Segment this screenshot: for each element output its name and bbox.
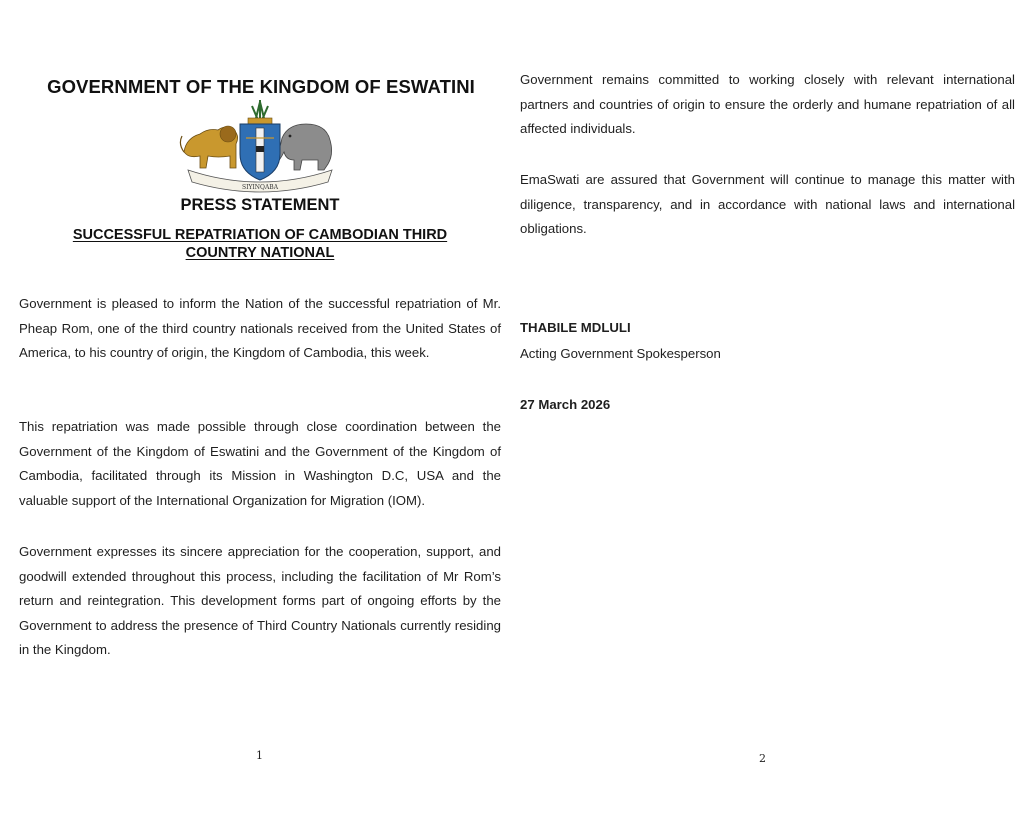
elephant-icon (274, 124, 332, 170)
signatory-name: THABILE MDLULI (520, 320, 631, 335)
government-title: GOVERNMENT OF THE KINGDOM OF ESWATINI (47, 76, 475, 97)
paragraph-coordination: This repatriation was made possible through close coordination between the Government of the Kingdom of Eswatini and the Government of the Kingdom of Cambodia, facilitated through its Mission in Washington D.C, USA and the valuable support of the International Organization for Migration (IOM). (19, 419, 501, 508)
signatory-role: Acting Government Spokesperson (520, 346, 721, 361)
coat-of-arms-emblem (178, 98, 342, 194)
motto-text: SIYINQABA (241, 184, 279, 191)
page-number: 1 (256, 749, 263, 762)
page-number: 2 (759, 752, 766, 765)
shield-icon (240, 124, 280, 180)
page-two (512, 0, 1024, 819)
subject-line-1: SUCCESSFUL REPATRIATION OF CAMBODIAN THIRD (72, 227, 448, 243)
statement-date: 27 March 2026 (520, 397, 611, 412)
paragraph-assurance: EmaSwati are assured that Government will continue to manage this matter with diligence, transparency, and in accordance with national laws and international obligations. (520, 172, 1015, 237)
paragraph-repatriation-announcement: Government is pleased to inform the Nation of the successful repatriation of Mr. Pheap Rom, one of the third country nationals received from the United States of America, to his country of origin, the Kingdom of Cambodia, this week. (19, 296, 501, 361)
paragraph-appreciation: Government expresses its sincere appreciation for the cooperation, support, and goodwill extended throughout this process, including the facilitation of Mr Rom’s return and reintegration. This development forms part of ongoing efforts by the Government to address the presence of Third Country Nationals currently residing in the Kingdom. (19, 544, 501, 658)
statement-subject (20, 226, 500, 262)
paragraph-commitment: Government remains committed to working closely with relevant international partners and countries of origin to ensure the orderly and humane repatriation of all affected individuals. (520, 72, 1015, 137)
subject-line-2: COUNTRY NATIONAL (185, 245, 335, 261)
press-statement-heading: PRESS STATEMENT (180, 196, 340, 214)
plume-icon (248, 100, 272, 124)
lion-icon (180, 126, 237, 168)
